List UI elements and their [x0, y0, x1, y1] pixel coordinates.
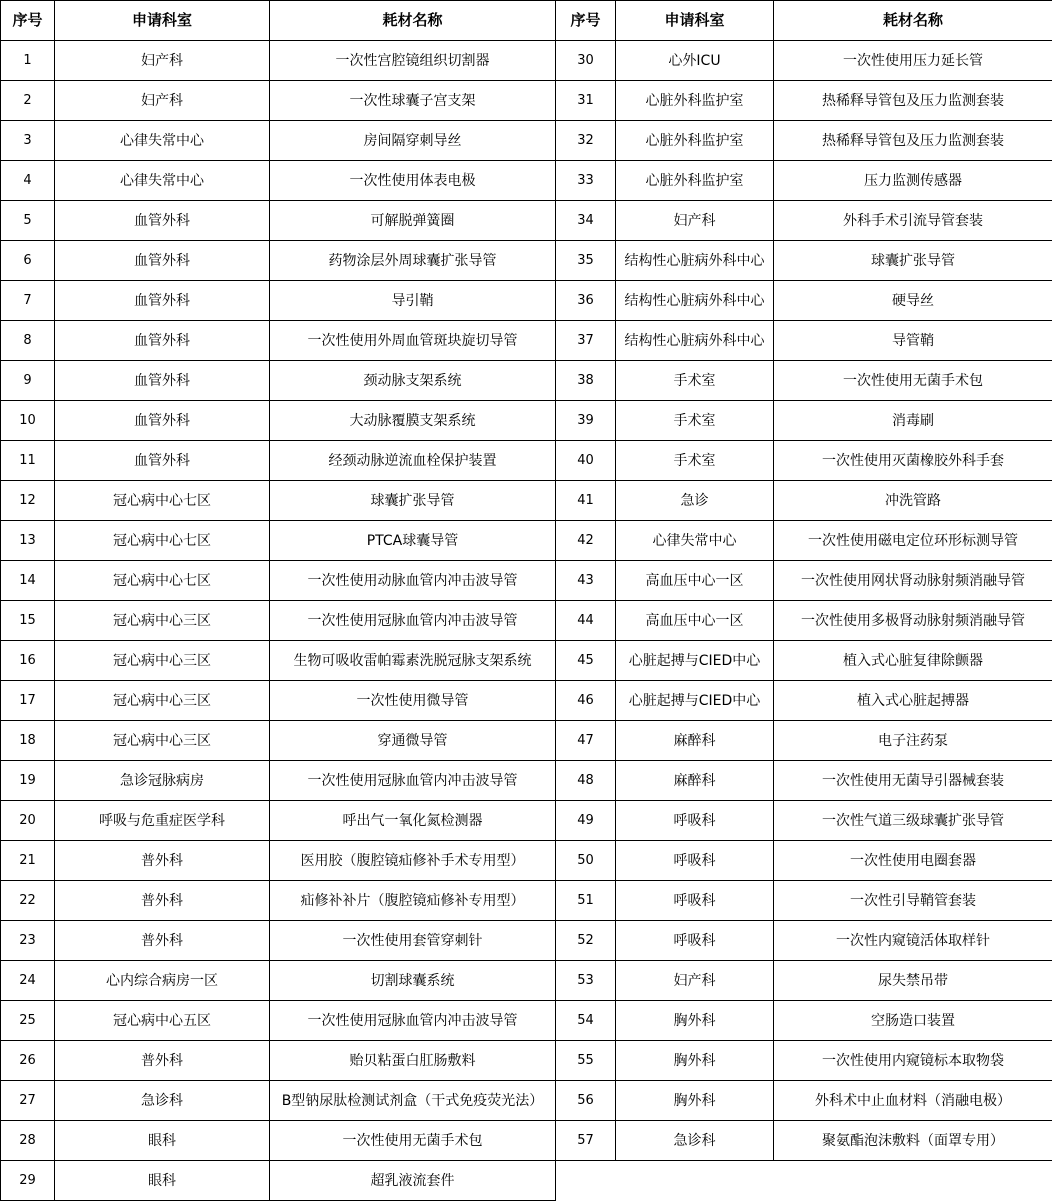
left-item-cell: 大动脉覆膜支架系统	[270, 401, 556, 441]
left-dept-cell: 血管外科	[55, 441, 270, 481]
right-item-cell: 一次性使用电圈套器	[774, 841, 1052, 881]
right-dept-cell: 心脏起搏与CIED中心	[616, 641, 774, 681]
left-dept-cell: 血管外科	[55, 361, 270, 401]
right-dept-cell: 手术室	[616, 361, 774, 401]
right-item-cell: 外科手术引流导管套装	[774, 201, 1052, 241]
right-dept-cell: 麻醉科	[616, 761, 774, 801]
right-item-cell: 一次性使用无菌手术包	[774, 361, 1052, 401]
left-item-cell: 超乳液流套件	[270, 1161, 556, 1201]
right-item-cell: 一次性使用无菌导引器械套装	[774, 761, 1052, 801]
right-item-cell: 一次性使用网状肾动脉射频消融导管	[774, 561, 1052, 601]
left-dept-cell: 血管外科	[55, 241, 270, 281]
left-seq-cell: 25	[1, 1001, 55, 1041]
left-dept-cell: 普外科	[55, 841, 270, 881]
right-item-cell: 消毒刷	[774, 401, 1052, 441]
right-dept-cell: 结构性心脏病外科中心	[616, 241, 774, 281]
table-row	[1, 841, 1052, 881]
left-dept-cell: 普外科	[55, 921, 270, 961]
left-item-cell: 疝修补补片（腹腔镜疝修补专用型）	[270, 881, 556, 921]
right-seq-cell: 40	[556, 441, 616, 481]
table-row	[1, 1161, 1052, 1201]
right-seq-cell: 36	[556, 281, 616, 321]
right-seq-cell: 50	[556, 841, 616, 881]
left-seq-cell: 10	[1, 401, 55, 441]
right-seq-cell: 46	[556, 681, 616, 721]
right-item-cell: 球囊扩张导管	[774, 241, 1052, 281]
right-item-cell: 外科术中止血材料（消融电极）	[774, 1081, 1052, 1121]
left-seq-cell: 3	[1, 121, 55, 161]
empty-cell	[616, 1161, 774, 1201]
right-dept-cell: 呼吸科	[616, 841, 774, 881]
left-dept-cell: 冠心病中心三区	[55, 681, 270, 721]
left-dept-cell: 冠心病中心三区	[55, 721, 270, 761]
table-row	[1, 641, 1052, 681]
table-row	[1, 601, 1052, 641]
right-item-cell: 一次性使用磁电定位环形标测导管	[774, 521, 1052, 561]
header-seq-right: 序号	[556, 1, 616, 41]
left-item-cell: 一次性使用套管穿刺针	[270, 921, 556, 961]
left-seq-cell: 21	[1, 841, 55, 881]
left-seq-cell: 26	[1, 1041, 55, 1081]
table-row	[1, 401, 1052, 441]
left-item-cell: 颈动脉支架系统	[270, 361, 556, 401]
header-item-right: 耗材名称	[774, 1, 1052, 41]
right-item-cell: 一次性引导鞘管套装	[774, 881, 1052, 921]
left-item-cell: 一次性使用无菌手术包	[270, 1121, 556, 1161]
left-seq-cell: 1	[1, 41, 55, 81]
left-item-cell: 穿通微导管	[270, 721, 556, 761]
left-seq-cell: 11	[1, 441, 55, 481]
right-seq-cell: 42	[556, 521, 616, 561]
table-row	[1, 1121, 1052, 1161]
table-row	[1, 721, 1052, 761]
right-seq-cell: 33	[556, 161, 616, 201]
right-item-cell: 压力监测传感器	[774, 161, 1052, 201]
left-seq-cell: 8	[1, 321, 55, 361]
table-row	[1, 361, 1052, 401]
right-dept-cell: 结构性心脏病外科中心	[616, 281, 774, 321]
right-dept-cell: 胸外科	[616, 1001, 774, 1041]
left-item-cell: 一次性使用微导管	[270, 681, 556, 721]
left-item-cell: 房间隔穿刺导丝	[270, 121, 556, 161]
left-seq-cell: 29	[1, 1161, 55, 1201]
left-seq-cell: 22	[1, 881, 55, 921]
left-seq-cell: 17	[1, 681, 55, 721]
right-dept-cell: 手术室	[616, 441, 774, 481]
right-seq-cell: 48	[556, 761, 616, 801]
right-dept-cell: 心脏外科监护室	[616, 161, 774, 201]
left-dept-cell: 呼吸与危重症医学科	[55, 801, 270, 841]
table-row	[1, 1041, 1052, 1081]
table-row	[1, 201, 1052, 241]
left-dept-cell: 急诊科	[55, 1081, 270, 1121]
right-dept-cell: 妇产科	[616, 961, 774, 1001]
right-dept-cell: 心脏外科监护室	[616, 121, 774, 161]
left-seq-cell: 18	[1, 721, 55, 761]
table-row	[1, 761, 1052, 801]
header-dept-right: 申请科室	[616, 1, 774, 41]
left-dept-cell: 冠心病中心七区	[55, 481, 270, 521]
left-seq-cell: 9	[1, 361, 55, 401]
header-seq-left: 序号	[1, 1, 55, 41]
right-item-cell: 聚氨酯泡沫敷料（面罩专用）	[774, 1121, 1052, 1161]
right-item-cell: 空肠造口装置	[774, 1001, 1052, 1041]
left-item-cell: 一次性使用体表电极	[270, 161, 556, 201]
right-dept-cell: 急诊科	[616, 1121, 774, 1161]
left-dept-cell: 冠心病中心三区	[55, 601, 270, 641]
left-item-cell: 一次性球囊子宫支架	[270, 81, 556, 121]
table-row	[1, 321, 1052, 361]
left-dept-cell: 妇产科	[55, 81, 270, 121]
table-row	[1, 561, 1052, 601]
right-seq-cell: 35	[556, 241, 616, 281]
right-seq-cell: 41	[556, 481, 616, 521]
right-dept-cell: 结构性心脏病外科中心	[616, 321, 774, 361]
right-dept-cell: 胸外科	[616, 1041, 774, 1081]
left-item-cell: 切割球囊系统	[270, 961, 556, 1001]
table-row	[1, 41, 1052, 81]
right-dept-cell: 麻醉科	[616, 721, 774, 761]
right-seq-cell: 53	[556, 961, 616, 1001]
right-seq-cell: 52	[556, 921, 616, 961]
table-row	[1, 881, 1052, 921]
left-seq-cell: 14	[1, 561, 55, 601]
right-dept-cell: 高血压中心一区	[616, 561, 774, 601]
table-row	[1, 521, 1052, 561]
table-row	[1, 681, 1052, 721]
table-row	[1, 481, 1052, 521]
right-item-cell: 一次性使用灭菌橡胶外科手套	[774, 441, 1052, 481]
right-seq-cell: 55	[556, 1041, 616, 1081]
right-seq-cell: 45	[556, 641, 616, 681]
right-item-cell: 尿失禁吊带	[774, 961, 1052, 1001]
header-item-left: 耗材名称	[270, 1, 556, 41]
right-seq-cell: 56	[556, 1081, 616, 1121]
table-row	[1, 441, 1052, 481]
right-seq-cell: 39	[556, 401, 616, 441]
empty-cell	[556, 1161, 616, 1201]
left-seq-cell: 24	[1, 961, 55, 1001]
left-item-cell: 一次性宫腔镜组织切割器	[270, 41, 556, 81]
left-item-cell: 药物涂层外周球囊扩张导管	[270, 241, 556, 281]
right-seq-cell: 37	[556, 321, 616, 361]
right-item-cell: 一次性内窥镜活体取样针	[774, 921, 1052, 961]
right-dept-cell: 急诊	[616, 481, 774, 521]
left-item-cell: 导引鞘	[270, 281, 556, 321]
left-item-cell: 呼出气一氧化氮检测器	[270, 801, 556, 841]
right-dept-cell: 心脏起搏与CIED中心	[616, 681, 774, 721]
right-item-cell: 植入式心脏复律除颤器	[774, 641, 1052, 681]
left-dept-cell: 血管外科	[55, 401, 270, 441]
header-dept-left: 申请科室	[55, 1, 270, 41]
left-dept-cell: 眼科	[55, 1121, 270, 1161]
right-seq-cell: 47	[556, 721, 616, 761]
table-row	[1, 1081, 1052, 1121]
right-seq-cell: 51	[556, 881, 616, 921]
table-row	[1, 801, 1052, 841]
left-item-cell: 一次性使用冠脉血管内冲击波导管	[270, 601, 556, 641]
left-seq-cell: 20	[1, 801, 55, 841]
right-item-cell: 植入式心脏起搏器	[774, 681, 1052, 721]
left-dept-cell: 普外科	[55, 1041, 270, 1081]
right-item-cell: 硬导丝	[774, 281, 1052, 321]
left-seq-cell: 15	[1, 601, 55, 641]
right-dept-cell: 手术室	[616, 401, 774, 441]
right-item-cell: 导管鞘	[774, 321, 1052, 361]
left-dept-cell: 冠心病中心五区	[55, 1001, 270, 1041]
left-item-cell: 球囊扩张导管	[270, 481, 556, 521]
table-row	[1, 961, 1052, 1001]
right-item-cell: 电子注药泵	[774, 721, 1052, 761]
left-item-cell: 贻贝粘蛋白肛肠敷料	[270, 1041, 556, 1081]
left-seq-cell: 13	[1, 521, 55, 561]
right-dept-cell: 心律失常中心	[616, 521, 774, 561]
table-row	[1, 81, 1052, 121]
right-seq-cell: 31	[556, 81, 616, 121]
right-dept-cell: 妇产科	[616, 201, 774, 241]
left-item-cell: 一次性使用冠脉血管内冲击波导管	[270, 761, 556, 801]
table-row	[1, 1001, 1052, 1041]
right-dept-cell: 高血压中心一区	[616, 601, 774, 641]
left-dept-cell: 冠心病中心七区	[55, 561, 270, 601]
left-seq-cell: 4	[1, 161, 55, 201]
table-row	[1, 161, 1052, 201]
right-dept-cell: 呼吸科	[616, 921, 774, 961]
right-dept-cell: 胸外科	[616, 1081, 774, 1121]
right-seq-cell: 54	[556, 1001, 616, 1041]
right-seq-cell: 43	[556, 561, 616, 601]
right-seq-cell: 38	[556, 361, 616, 401]
left-dept-cell: 血管外科	[55, 321, 270, 361]
header-row	[1, 1, 1052, 41]
right-dept-cell: 心脏外科监护室	[616, 81, 774, 121]
left-seq-cell: 6	[1, 241, 55, 281]
left-seq-cell: 19	[1, 761, 55, 801]
right-seq-cell: 32	[556, 121, 616, 161]
left-dept-cell: 血管外科	[55, 201, 270, 241]
right-item-cell: 一次性使用内窥镜标本取物袋	[774, 1041, 1052, 1081]
left-item-cell: 生物可吸收雷帕霉素洗脱冠脉支架系统	[270, 641, 556, 681]
right-item-cell: 热稀释导管包及压力监测套装	[774, 121, 1052, 161]
left-dept-cell: 心内综合病房一区	[55, 961, 270, 1001]
left-dept-cell: 妇产科	[55, 41, 270, 81]
right-item-cell: 一次性使用压力延长管	[774, 41, 1052, 81]
left-item-cell: PTCA球囊导管	[270, 521, 556, 561]
right-item-cell: 热稀释导管包及压力监测套装	[774, 81, 1052, 121]
right-seq-cell: 30	[556, 41, 616, 81]
right-seq-cell: 44	[556, 601, 616, 641]
left-item-cell: 医用胶（腹腔镜疝修补手术专用型）	[270, 841, 556, 881]
left-item-cell: 一次性使用动脉血管内冲击波导管	[270, 561, 556, 601]
right-seq-cell: 49	[556, 801, 616, 841]
left-dept-cell: 冠心病中心七区	[55, 521, 270, 561]
right-dept-cell: 心外ICU	[616, 41, 774, 81]
right-item-cell: 一次性使用多极肾动脉射频消融导管	[774, 601, 1052, 641]
left-seq-cell: 16	[1, 641, 55, 681]
left-dept-cell: 急诊冠脉病房	[55, 761, 270, 801]
left-seq-cell: 7	[1, 281, 55, 321]
left-seq-cell: 28	[1, 1121, 55, 1161]
right-item-cell: 冲洗管路	[774, 481, 1052, 521]
left-item-cell: 一次性使用外周血管斑块旋切导管	[270, 321, 556, 361]
left-seq-cell: 5	[1, 201, 55, 241]
left-item-cell: 经颈动脉逆流血栓保护装置	[270, 441, 556, 481]
left-item-cell: B型钠尿肽检测试剂盒（干式免疫荧光法）	[270, 1081, 556, 1121]
left-item-cell: 一次性使用冠脉血管内冲击波导管	[270, 1001, 556, 1041]
table-row	[1, 241, 1052, 281]
left-dept-cell: 普外科	[55, 881, 270, 921]
left-seq-cell: 2	[1, 81, 55, 121]
left-seq-cell: 23	[1, 921, 55, 961]
right-seq-cell: 57	[556, 1121, 616, 1161]
left-dept-cell: 心律失常中心	[55, 121, 270, 161]
right-seq-cell: 34	[556, 201, 616, 241]
right-dept-cell: 呼吸科	[616, 881, 774, 921]
right-dept-cell: 呼吸科	[616, 801, 774, 841]
empty-cell	[774, 1161, 1052, 1201]
left-dept-cell: 心律失常中心	[55, 161, 270, 201]
left-dept-cell: 眼科	[55, 1161, 270, 1201]
left-seq-cell: 12	[1, 481, 55, 521]
table-row	[1, 921, 1052, 961]
left-dept-cell: 冠心病中心三区	[55, 641, 270, 681]
table-row	[1, 121, 1052, 161]
right-item-cell: 一次性气道三级球囊扩张导管	[774, 801, 1052, 841]
table-row	[1, 281, 1052, 321]
left-item-cell: 可解脱弹簧圈	[270, 201, 556, 241]
left-seq-cell: 27	[1, 1081, 55, 1121]
left-dept-cell: 血管外科	[55, 281, 270, 321]
